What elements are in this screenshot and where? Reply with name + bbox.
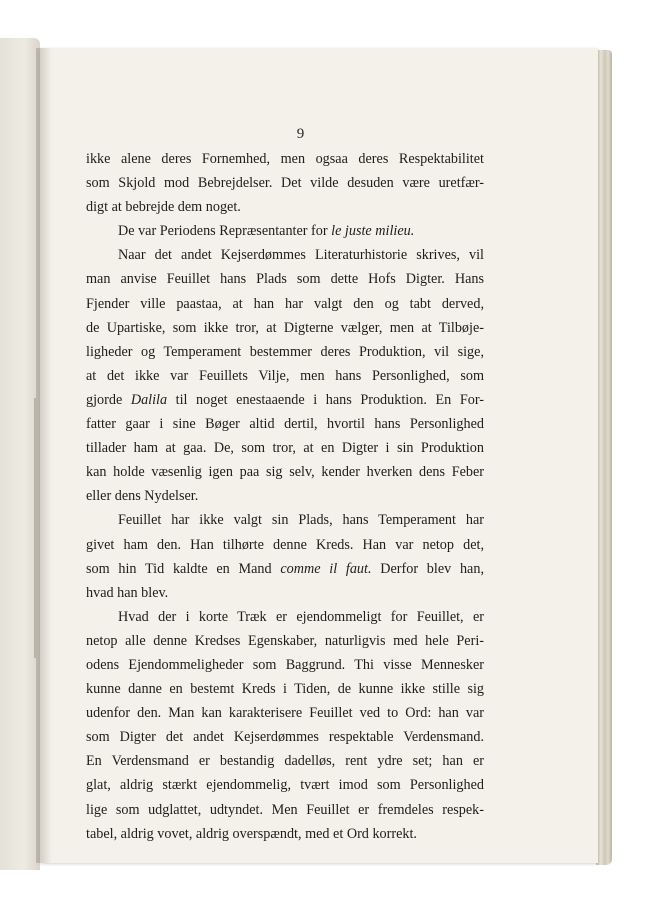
text-line: Fjender ville paastaa, at han har valgt den og tabt derved,: [86, 295, 484, 312]
text-line: kunne danne en bestemt Kreds i Tiden, de kunne ikke stille sig: [86, 681, 484, 698]
text-line: man anvise Feuillet hans Plads som dette Hofs Digter. Hans: [86, 271, 484, 288]
text-line: ikke alene deres Fornemhed, men ogsaa deres Respektabilitet: [86, 151, 484, 167]
gutter-shadow: [36, 48, 52, 863]
text-line: En Verdensmand er bestandig dadelløs, rent ydre set; han er: [86, 753, 484, 770]
text-line: kan holde væsenlig igen paa sig selv, kender hverken dens Feber: [86, 464, 484, 481]
italic-phrase: comme il faut.: [280, 560, 372, 577]
text-line: digt at bebrejde dem noget.: [86, 199, 241, 216]
italic-phrase: le juste milieu.: [331, 223, 415, 240]
text-line: givet ham den. Han tilhørte denne Kreds. Han var netop det,: [86, 536, 484, 553]
page-number: 9: [296, 126, 306, 142]
left-page-edge: [0, 38, 40, 870]
text-line: Hvad der i korte Træk er ejendommeligt for Feuillet, er: [118, 608, 484, 625]
text-line: Naar det andet Kejserdømmes Literaturhistorie skrives, vil: [118, 247, 484, 264]
text-line: glat, aldrig stærkt ejendommelig, tvært imod som Personlighed: [86, 777, 484, 794]
text-line: de Upartiske, som ikke tror, at Digterne vælger, men at Tilbøje-: [86, 319, 484, 336]
text-line: at det ikke var Feuillets Vilje, men hans Personlighed, som: [86, 367, 484, 384]
text-line: ligheder og Temperament bestemmer deres Produktion, vil sige,: [86, 343, 484, 360]
text-line: som Digter det andet Kejserdømmes respektable Verdensmand.: [86, 729, 484, 746]
text-line: som hin Tid kaldte en Mand comme il faut. Derfor blev han,: [86, 560, 484, 577]
text-line: hvad han blev.: [86, 584, 169, 601]
text-line: som Skjold mod Bebrejdelser. Det vilde desuden være uretfær-: [86, 175, 484, 192]
text-line: fatter gaar i sine Bøger altid dertil, hvortil hans Personlighed: [86, 416, 484, 433]
page-stack-edges: [596, 50, 612, 865]
text-line: Feuillet har ikke valgt sin Plads, hans Temperament har: [118, 512, 484, 529]
text-line: tabel, aldrig vovet, aldrig overspændt, med et Ord korrekt.: [86, 825, 417, 842]
text-line: De var Periodens Repræsentanter for le juste milieu.: [118, 223, 415, 240]
text-line: netop alle denne Kredses Egenskaber, naturligvis med hele Peri-: [86, 632, 484, 649]
text-line: tillader ham at gaa. De, som tror, at en Digter i sin Produktion: [86, 440, 484, 457]
text-line: eller dens Nydelser.: [86, 488, 199, 505]
body-text: [86, 147, 484, 846]
text-line: gjorde Dalila til noget enestaaende i hans Produktion. En For-: [86, 391, 484, 408]
text-line: udenfor den. Man kan karakterisere Feuillet ved to Ord: han var: [86, 705, 484, 722]
text-line: odens Ejendommeligheder som Baggrund. Thi visse Mennesker: [86, 656, 484, 673]
italic-title: Dalila: [130, 391, 168, 408]
text-line: lige som udglattet, udtyndet. Men Feuillet er fremdeles respek-: [86, 801, 484, 818]
